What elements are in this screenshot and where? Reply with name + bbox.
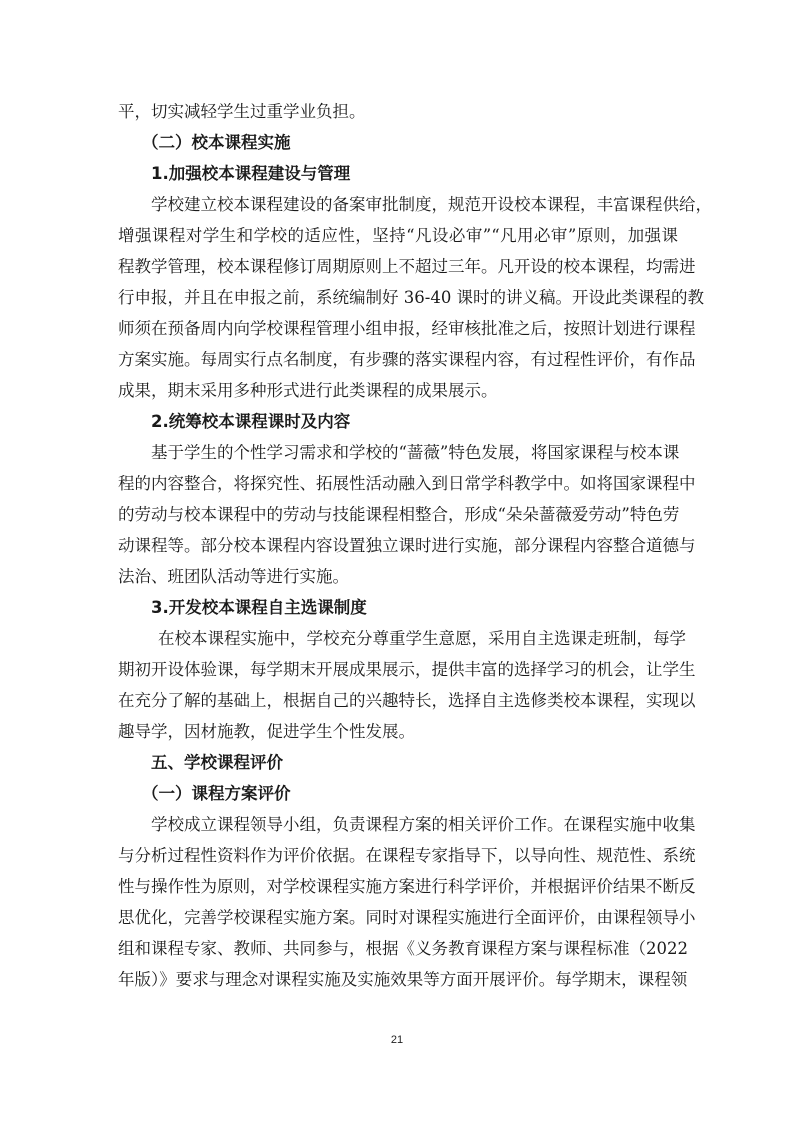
paragraph-line: 的劳动与校本课程中的劳动与技能课程相整合，形成“朵朵蔷薇爱劳动”特色劳 bbox=[118, 505, 680, 524]
section-heading: （一）课程方案评价 bbox=[142, 784, 291, 803]
paragraph-line: 思优化，完善学校课程实施方案。同时对课程实施进行全面评价，由课程领导小 bbox=[118, 908, 696, 927]
paragraph-line: 趣导学，因材施教，促进学生个性发展。 bbox=[118, 722, 415, 741]
paragraph-line: 期初开设体验课，每学期末开展成果展示，提供丰富的选择学习的机会，让学生 bbox=[118, 660, 696, 679]
paragraph-line: 师须在预备周内向学校课程管理小组申报，经审核批准之后，按照计划进行课程 bbox=[118, 319, 696, 338]
document-body bbox=[118, 96, 712, 995]
subsection-heading: 1.加强校本课程建设与管理 bbox=[151, 164, 351, 183]
paragraph-line: 在校本课程实施中，学校充分尊重学生意愿，采用自主选课走班制，每学 bbox=[158, 629, 686, 648]
paragraph-line: 年版）》要求与理念对课程实施及实施效果等方面开展评价。每学期末，课程领 bbox=[118, 970, 688, 989]
paragraph-line: 增强课程对学生和学校的适应性，坚持“凡设必审”“凡用必审”原则，加强课 bbox=[118, 226, 678, 245]
paragraph-line: 法治、班团队活动等进行实施。 bbox=[118, 567, 349, 586]
paragraph-line: 程教学管理，校本课程修订周期原则上不超过三年。凡开设的校本课程，均需进 bbox=[118, 257, 696, 276]
paragraph-line: 性与操作性为原则，对学校课程实施方案进行科学评价，并根据评价结果不断反 bbox=[118, 877, 696, 896]
paragraph-line: 动课程等。部分校本课程内容设置独立课时进行实施，部分课程内容整合道德与 bbox=[118, 536, 696, 555]
subsection-heading: 2.统筹校本课程课时及内容 bbox=[151, 412, 351, 431]
paragraph-line: 学校建立校本课程建设的备案审批制度，规范开设校本课程，丰富课程供给， bbox=[151, 195, 712, 214]
chapter-heading: 五、学校课程评价 bbox=[151, 753, 283, 772]
page-number: 21 bbox=[390, 1034, 404, 1046]
subsection-heading: 3.开发校本课程自主选课制度 bbox=[151, 598, 367, 617]
paragraph-line: 方案实施。每周实行点名制度，有步骤的落实课程内容，有过程性评价，有作品 bbox=[118, 350, 696, 369]
paragraph-line: 与分析过程性资料作为评价依据。在课程专家指导下，以导向性、规范性、系统 bbox=[118, 846, 696, 865]
paragraph-line: 学校成立课程领导小组，负责课程方案的相关评价工作。在课程实施中收集 bbox=[151, 815, 696, 834]
paragraph-line: 成果，期末采用多种形式进行此类课程的成果展示。 bbox=[118, 381, 498, 400]
paragraph-line: 基于学生的个性学习需求和学校的“蔷薇”特色发展，将国家课程与校本课 bbox=[151, 443, 680, 462]
paragraph-line: 在充分了解的基础上，根据自己的兴趣特长，选择自主选修类校本课程，实现以 bbox=[118, 691, 696, 710]
paragraph-line: 组和课程专家、教师、共同参与，根据《义务教育课程方案与课程标准（2022 bbox=[118, 939, 688, 958]
paragraph-line: 平，切实减轻学生过重学业负担。 bbox=[118, 102, 366, 121]
section-heading: （二）校本课程实施 bbox=[142, 133, 291, 152]
paragraph-line: 程的内容整合，将探究性、拓展性活动融入到日常学科教学中。如将国家课程中 bbox=[118, 474, 696, 493]
paragraph-line: 行申报，并且在申报之前，系统编制好 36-40 课时的讲义稿。开设此类课程的教 bbox=[118, 288, 705, 307]
